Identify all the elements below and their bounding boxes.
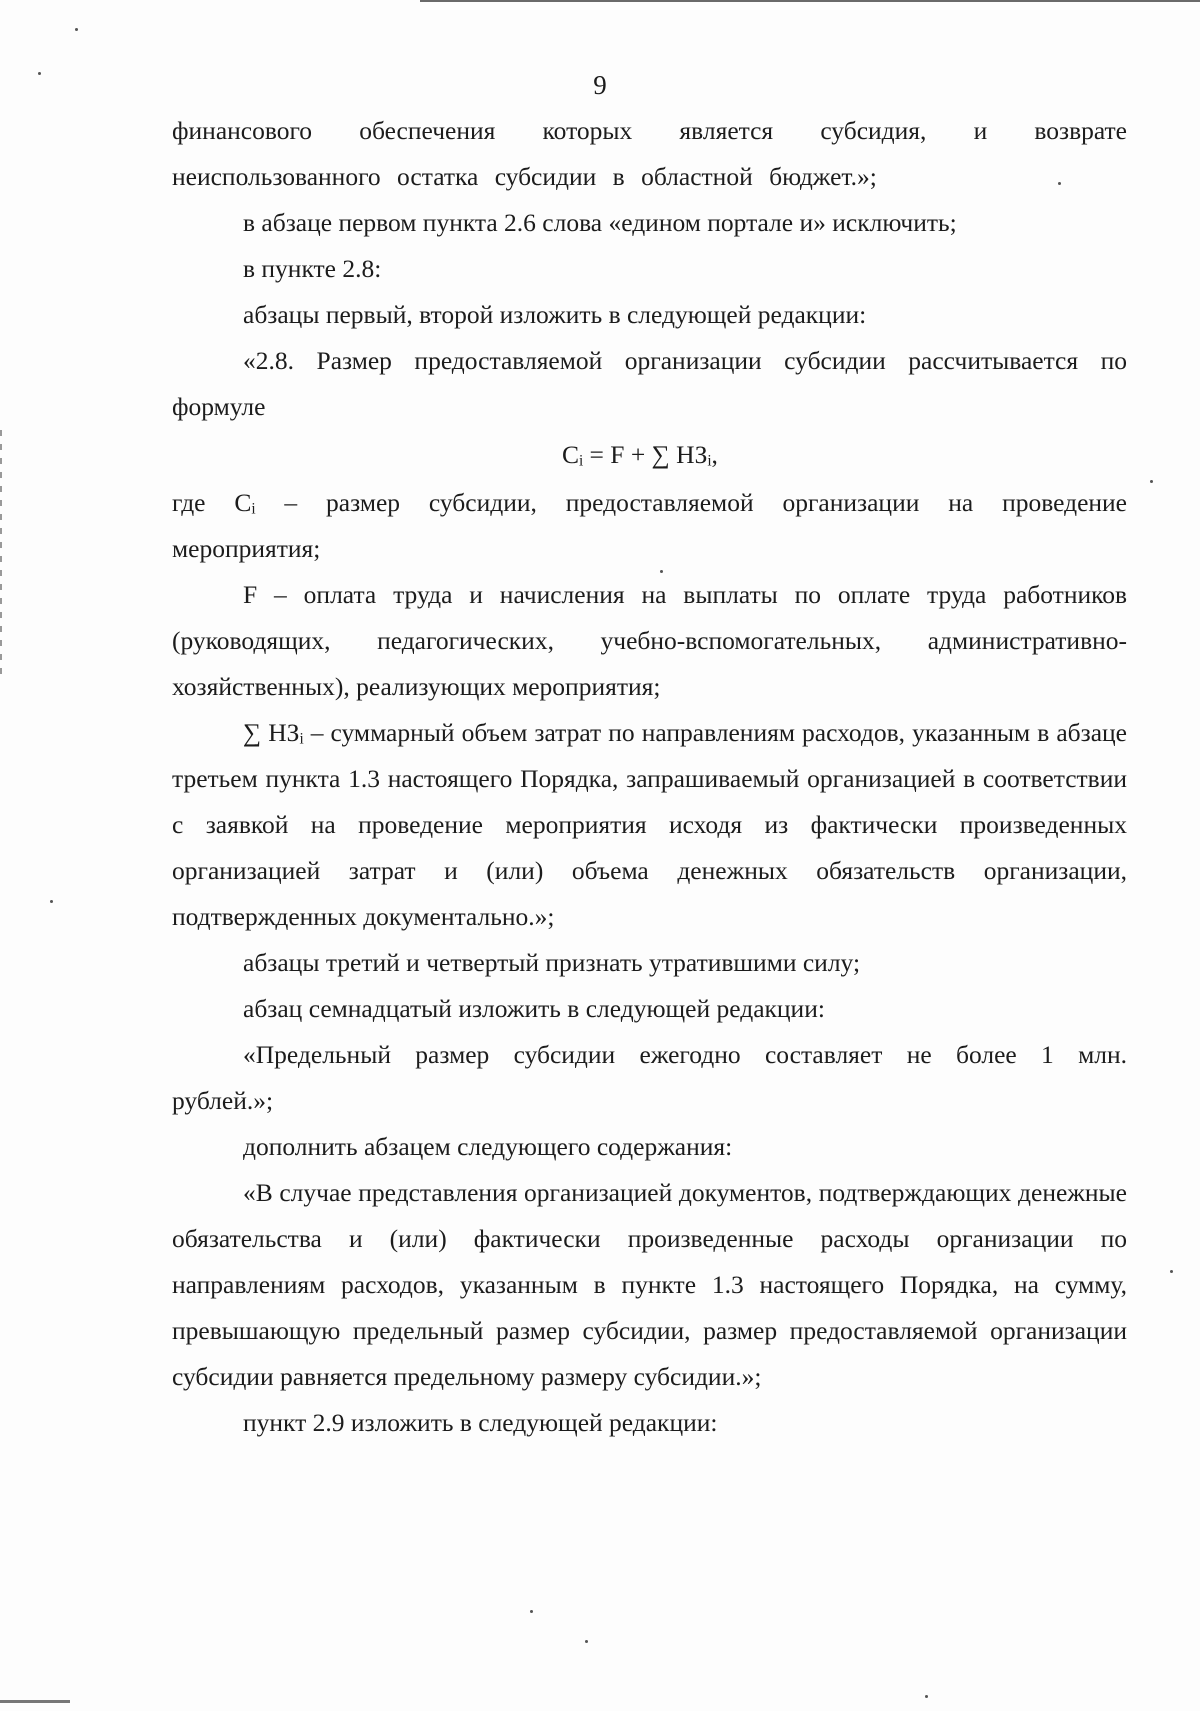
subsidy-formula: Cᵢ = F + ∑ НЗᵢ, — [562, 440, 718, 469]
paragraph-first-second-abzac: абзацы первый, второй изложить в следующей редакции: — [243, 300, 867, 329]
top-rule — [420, 0, 1200, 2]
scan-speck — [925, 1695, 928, 1698]
paragraph-item-2-9: пункт 2.9 изложить в следующей редакции: — [243, 1408, 718, 1437]
scan-speck — [75, 28, 78, 31]
scan-speck — [1058, 182, 1061, 185]
scan-speck — [660, 570, 663, 573]
paragraph-item-2-6: в абзаце первом пункта 2.6 слова «едином портале и» исключить; — [243, 208, 957, 237]
paragraph-f-definition: F – оплата труда и начисления на выплаты по оплате труда работников (руководящих, педагогических, учебно-вспомогательных, административно-хозяйственных), реализующих мероприятия; — [172, 580, 1127, 701]
scan-speck — [1170, 1270, 1173, 1273]
page-number: 9 — [593, 70, 607, 100]
paragraph-where-ci: где Cᵢ – размер субсидии, предоставляемой организации на проведение мероприятия; — [172, 488, 1127, 563]
scan-speck — [1150, 480, 1153, 483]
scan-speck — [585, 1640, 588, 1643]
paragraph-limit: «Предельный размер субсидии ежегодно составляет не более 1 млн. рублей.»; — [172, 1040, 1127, 1115]
scan-bottom-mark — [0, 1700, 70, 1703]
paragraph-new-abzac: «В случае представления организацией документов, подтверждающих денежные обязательства и (или) фактически произведенные расходы организации по направлениям расходов, указанным в пункте 1.3 настоящего Порядка, на сумму, превышающую предельный размер субсидии, размер предоставляемой организации субсидии равняется предельному размеру субсидии.»; — [172, 1178, 1127, 1391]
document-body — [172, 108, 1127, 1446]
paragraph-abzacy-3-4: абзацы третий и четвертый признать утратившими силу; — [243, 948, 861, 977]
scan-speck — [50, 900, 53, 903]
scan-speck — [530, 1610, 533, 1613]
paragraph-item-2-8: в пункте 2.8: — [243, 254, 382, 283]
paragraph-abzac-17: абзац семнадцатый изложить в следующей редакции: — [243, 994, 825, 1023]
scan-margin-mark — [0, 430, 2, 680]
scan-speck — [38, 72, 41, 75]
paragraph-continuation: финансового обеспечения которых является субсидия, и возврате неиспользованного остатка субсидии в областной бюджет.»; — [172, 116, 1127, 191]
paragraph-subsidy-size: «2.8. Размер предоставляемой организации субсидии рассчитывается по формуле — [172, 346, 1127, 421]
paragraph-add-abzac: дополнить абзацем следующего содержания: — [243, 1132, 733, 1161]
paragraph-sum-nz-definition: ∑ НЗᵢ – суммарный объем затрат по направлениям расходов, указанным в абзаце третьем пункта 1.3 настоящего Порядка, запрашиваемый организацией в соответствии с заявкой на проведение мероприятия исходя из фактически произведенных организацией затрат и (или) объема денежных обязательств организации, подтвержденных документально.»; — [172, 718, 1127, 931]
